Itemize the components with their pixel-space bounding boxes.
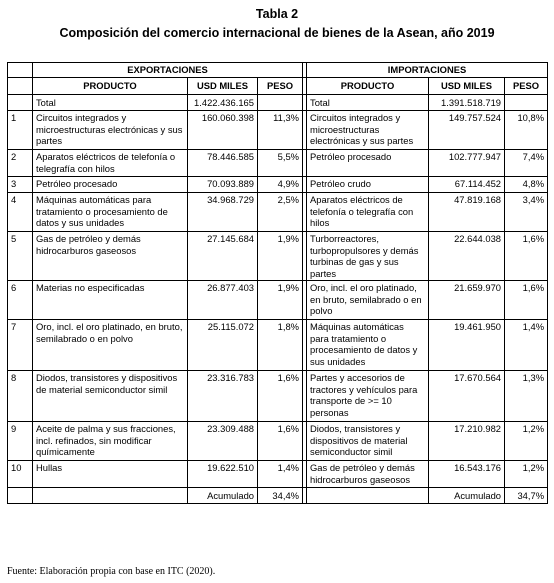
row-number: 10: [8, 461, 33, 488]
blank-cell: [8, 95, 33, 111]
table-row: [8, 371, 548, 422]
export-product-cell: Oro, incl. el oro platinado, en bruto, semilabrado o en polvo: [33, 320, 188, 371]
exports-group-header: EXPORTACIONES: [33, 63, 303, 78]
export-weight-cell: 1,9%: [258, 232, 303, 281]
import-product-cell: Petróleo procesado: [307, 150, 429, 177]
import-usd-cell: 17.210.982: [429, 422, 505, 461]
export-product-cell: Petróleo procesado: [33, 177, 188, 193]
row-number: 8: [8, 371, 33, 422]
imports-group-header: IMPORTACIONES: [307, 63, 548, 78]
import-product-cell: Aparatos eléctricos de telefonía o telegrafía con hilos: [307, 193, 429, 232]
import-usd-cell: 22.644.038: [429, 232, 505, 281]
export-total-label: Total: [33, 95, 188, 111]
blank-cell: [8, 78, 33, 95]
export-weight-header: PESO: [258, 78, 303, 95]
export-product-cell: Diodos, transistores y dispositivos de material semiconductor simil: [33, 371, 188, 422]
table-row: [8, 232, 548, 281]
import-weight-header: PESO: [505, 78, 548, 95]
import-usd-cell: 102.777.947: [429, 150, 505, 177]
import-product-cell: Circuitos integrados y microestructuras electrónicas y sus partes: [307, 111, 429, 150]
export-total-usd: 1.422.436.165: [188, 95, 258, 111]
import-accumulated-label: Acumulado: [429, 488, 505, 504]
import-usd-cell: 149.757.524: [429, 111, 505, 150]
table-row: [8, 150, 548, 177]
import-total-usd: 1.391.518.719: [429, 95, 505, 111]
table-row: [8, 193, 548, 232]
table-title: Composición del comercio internacional de bienes de la Asean, año 2019: [59, 26, 495, 40]
source-footnote: Fuente: Elaboración propia con base en ITC (2020).: [7, 566, 216, 577]
export-weight-cell: 4,9%: [258, 177, 303, 193]
blank-cell: [307, 488, 429, 504]
table-row: [8, 461, 548, 488]
import-product-cell: Petróleo crudo: [307, 177, 429, 193]
import-weight-cell: 1,6%: [505, 281, 548, 320]
table-row: [8, 422, 548, 461]
import-weight-cell: 1,6%: [505, 232, 548, 281]
table-row: [8, 111, 548, 150]
blank-cell: [8, 488, 33, 504]
export-usd-header: USD MILES: [188, 78, 258, 95]
row-number: 4: [8, 193, 33, 232]
blank-cell: [33, 488, 188, 504]
export-usd-cell: 19.622.510: [188, 461, 258, 488]
import-weight-cell: 1,2%: [505, 461, 548, 488]
table-number: Tabla 2: [255, 7, 299, 21]
row-number: 9: [8, 422, 33, 461]
export-accumulated-weight: 34,4%: [258, 488, 303, 504]
export-product-cell: Máquinas automáticas para tratamiento o procesamiento de datos y sus unidades: [33, 193, 188, 232]
export-weight-cell: 1,6%: [258, 422, 303, 461]
table-row: [8, 281, 548, 320]
export-usd-cell: 23.316.783: [188, 371, 258, 422]
table-row: [8, 177, 548, 193]
import-product-header: PRODUCTO: [307, 78, 429, 95]
row-number: 1: [8, 111, 33, 150]
export-usd-cell: 27.145.684: [188, 232, 258, 281]
trade-composition-table: [7, 62, 548, 504]
export-weight-cell: 1,4%: [258, 461, 303, 488]
import-weight-cell: 1,4%: [505, 320, 548, 371]
export-accumulated-label: Acumulado: [188, 488, 258, 504]
export-product-cell: Gas de petróleo y demás hidrocarburos gaseosos: [33, 232, 188, 281]
import-product-cell: Gas de petróleo y demás hidrocarburos gaseosos: [307, 461, 429, 488]
import-usd-cell: 47.819.168: [429, 193, 505, 232]
export-weight-cell: 1,6%: [258, 371, 303, 422]
import-product-cell: Oro, incl. el oro platinado, en bruto, semilabrado o en polvo: [307, 281, 429, 320]
export-weight-cell: 1,8%: [258, 320, 303, 371]
export-usd-cell: 25.115.072: [188, 320, 258, 371]
blank-cell: [505, 95, 548, 111]
import-usd-cell: 67.114.452: [429, 177, 505, 193]
import-weight-cell: 10,8%: [505, 111, 548, 150]
export-product-cell: Materias no especificadas: [33, 281, 188, 320]
import-usd-cell: 17.670.564: [429, 371, 505, 422]
import-total-label: Total: [307, 95, 429, 111]
export-weight-cell: 1,9%: [258, 281, 303, 320]
blank-cell: [8, 63, 33, 78]
accumulated-row: [8, 488, 548, 504]
export-usd-cell: 23.309.488: [188, 422, 258, 461]
export-product-cell: Aceite de palma y sus fracciones, incl. refinados, sin modificar químicamente: [33, 422, 188, 461]
export-usd-cell: 160.060.398: [188, 111, 258, 150]
import-weight-cell: 1,2%: [505, 422, 548, 461]
table-row: [8, 320, 548, 371]
import-accumulated-weight: 34,7%: [505, 488, 548, 504]
export-usd-cell: 34.968.729: [188, 193, 258, 232]
row-number: 5: [8, 232, 33, 281]
export-usd-cell: 78.446.585: [188, 150, 258, 177]
import-usd-cell: 19.461.950: [429, 320, 505, 371]
row-number: 7: [8, 320, 33, 371]
export-product-cell: Circuitos integrados y microestructuras electrónicas y sus partes: [33, 111, 188, 150]
export-product-header: PRODUCTO: [33, 78, 188, 95]
export-usd-cell: 70.093.889: [188, 177, 258, 193]
export-weight-cell: 2,5%: [258, 193, 303, 232]
import-product-cell: Diodos, transistores y dispositivos de material semiconductor simil: [307, 422, 429, 461]
import-weight-cell: 3,4%: [505, 193, 548, 232]
blank-cell: [258, 95, 303, 111]
import-usd-cell: 21.659.970: [429, 281, 505, 320]
import-weight-cell: 7,4%: [505, 150, 548, 177]
import-product-cell: Partes y accesorios de tractores y vehículos para transporte de >= 10 personas: [307, 371, 429, 422]
import-usd-header: USD MILES: [429, 78, 505, 95]
export-product-cell: Aparatos eléctricos de telefonía o telegrafía con hilos: [33, 150, 188, 177]
import-usd-cell: 16.543.176: [429, 461, 505, 488]
import-weight-cell: 4,8%: [505, 177, 548, 193]
row-number: 6: [8, 281, 33, 320]
row-number: 2: [8, 150, 33, 177]
import-product-cell: Máquinas automáticas para tratamiento o procesamiento de datos y sus unidades: [307, 320, 429, 371]
export-weight-cell: 5,5%: [258, 150, 303, 177]
row-number: 3: [8, 177, 33, 193]
import-weight-cell: 1,3%: [505, 371, 548, 422]
export-product-cell: Hullas: [33, 461, 188, 488]
export-usd-cell: 26.877.403: [188, 281, 258, 320]
export-weight-cell: 11,3%: [258, 111, 303, 150]
import-product-cell: Turborreactores, turbopropulsores y demás turbinas de gas y sus partes: [307, 232, 429, 281]
